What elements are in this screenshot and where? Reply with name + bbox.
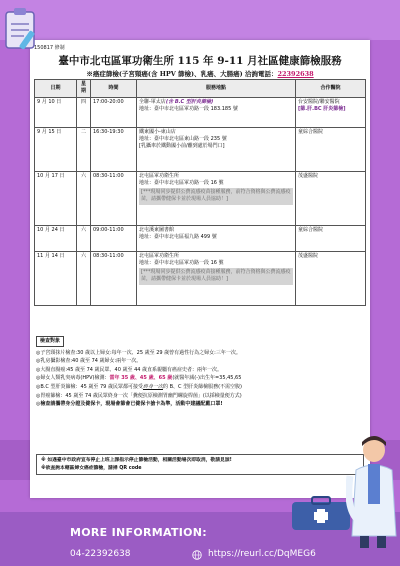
- bring-id-item: ◎檢查請攜帶身分證及健保卡，現場會篩會已健保卡搶卡為準，活動中建議配戴口罩!: [36, 401, 223, 408]
- row-time: 08:30-11:00: [91, 251, 137, 305]
- row-weekday: 六: [77, 171, 91, 225]
- hpv-ages: 當年 35 歲、45 歲、65 歲: [109, 375, 173, 382]
- hpv-label: ◎婦女人類乳突病毒(HPV)檢測：: [36, 375, 110, 382]
- row-time: 17:00-20:00: [91, 97, 137, 127]
- hpv-note: (就醫年減(-)出生年=35,45,65: [172, 375, 242, 382]
- clipboard-icon: [2, 6, 42, 54]
- header-weekday: 星期: [77, 80, 91, 98]
- row-weekday: 二: [77, 127, 91, 171]
- stomach-item: ◎胃癌篩檢：45 歲至 74 歲民眾終身一次「糞便抗原檢測胃幽門螺旋桿菌」(以採檢量便方式): [36, 392, 242, 399]
- eligibility-item: ◎子宮頸抹片檢查:30 歲以上婦女:每年一次、25 歲至 29 歲曾有過性行為之婦女:三年一次。: [36, 349, 241, 356]
- footer-url-link[interactable]: https://reurl.cc/DqMEG6: [208, 549, 316, 559]
- bc-note: 的 B、C 型肝炎篩檢服務(不需空腹): [162, 383, 242, 390]
- eligibility-item: ◎大腸直腸癌:45 歲至 74 歲民眾、40 歲至 44 歲直系親屬有癌症史者：兩年一次。: [36, 366, 223, 373]
- row-hospital: 童綜合醫院: [296, 225, 366, 251]
- table-row: [35, 171, 366, 225]
- row-date: 10 月 17 日: [35, 171, 77, 225]
- row-hospital: 茂盛醫院: [296, 251, 366, 305]
- venue-name: 北屯區軍功衛生所: [139, 252, 180, 259]
- subtitle: [30, 69, 370, 78]
- table-row: [35, 97, 366, 127]
- venue-name: 北屯區軍功衛生所: [139, 172, 180, 179]
- row-weekday: 六: [77, 225, 91, 251]
- row-venue: [137, 127, 296, 171]
- row-hospital: [296, 97, 366, 127]
- more-info-heading: MORE INFORMATION:: [70, 526, 208, 539]
- eligibility-item: ◎乳房攝影檢查:40 歲至 74 歲婦女:兩年一次。: [36, 358, 142, 365]
- row-hospital: 童綜合醫院: [296, 127, 366, 171]
- row-date: 9 月 15 日: [35, 127, 77, 171]
- globe-icon: [192, 550, 202, 560]
- eligibility-section: [36, 336, 364, 409]
- header-date: 日期: [35, 80, 77, 98]
- hpv-item: [36, 374, 364, 383]
- flu-vaccine-note: [***現場同步提供公費流感疫苗接種服務，前符合資格與公費流感疫苗，請攜帶健保卡並於現場人員協助！]: [139, 188, 293, 205]
- table-row: [35, 251, 366, 305]
- row-date: 9 月 10 日: [35, 97, 77, 127]
- table-row: [35, 225, 366, 251]
- venue-name: 北屯溪東圖書館: [139, 226, 175, 233]
- row-date: 11 月 14 日: [35, 251, 77, 305]
- notice-line: ※ 如遇臺中市政府宣布停止上班上課指示停止篩檢活動，相關活動場次即取消，敬請見諒!: [41, 458, 232, 463]
- header-hospital: 合作醫院: [296, 80, 366, 98]
- page-title: 臺中市北屯區軍功衛生所 115 年 9-11 月社區健康篩檢服務: [58, 55, 342, 67]
- venue-highlight: (含 B.C 型肝炎篩檢): [165, 98, 214, 105]
- venue-address: 地址：臺中市北屯區軍功路一段 16 號: [139, 259, 224, 266]
- document-number: 150817 修制: [34, 45, 65, 51]
- bc-lifetime: 終身一次: [142, 383, 163, 390]
- venue-address: 地址：臺中市北屯區軍功路一段 16 號: [139, 179, 224, 186]
- venue-line: [139, 99, 293, 106]
- table-header-row: [35, 80, 366, 98]
- row-time: 09:00-11:00: [91, 225, 137, 251]
- subtitle-phone: 22392638: [277, 70, 314, 78]
- notice-line: ※欲查詢本轄區婦女癌症篩檢，請掃 QR code: [41, 465, 142, 471]
- venue-note: [乳攝車於鐵動國小前/離到處於場門口]: [139, 143, 225, 149]
- nurse-illustration: [346, 436, 400, 548]
- table-row: [35, 127, 366, 171]
- flyer-sheet: [30, 40, 370, 498]
- bc-hepatitis-item: [36, 383, 364, 392]
- row-venue: [137, 225, 296, 251]
- row-venue: [137, 171, 296, 225]
- schedule-table: [34, 79, 366, 306]
- header-venue: 服務地點: [137, 80, 296, 98]
- flu-vaccine-note: [***現場同步提供公費流感疫苗接種服務，前符合資格與公費流感疫苗，請攜帶健保卡並於現場人員協助！]: [139, 268, 293, 285]
- row-time: 08:30-11:00: [91, 171, 137, 225]
- row-weekday: 六: [77, 251, 91, 305]
- eligibility-heading: 檢查對象: [36, 336, 64, 347]
- venue-name: 全聯-軍太店: [139, 98, 166, 105]
- row-venue: [137, 97, 296, 127]
- bc-label: ◎B.C 型肝炎篩檢：45 歲至 79 歲民眾都可接受: [36, 383, 143, 390]
- row-time: 16:30-19:30: [91, 127, 137, 171]
- medical-kit-icon: [290, 496, 352, 532]
- venue-address: 地址：臺中市北屯區福九路 499 號: [139, 233, 217, 240]
- venue-address: 地址：臺中市北屯區東山路一段 235 號: [139, 135, 227, 142]
- row-venue: [137, 251, 296, 305]
- hospital-name: 台安醫院/聯安醫院: [298, 98, 340, 105]
- row-weekday: 四: [77, 97, 91, 127]
- footer-phone: 04-22392638: [70, 549, 131, 559]
- notice-box: [36, 454, 364, 475]
- top-band: [0, 0, 400, 40]
- hospital-extra: [篩.肝.BC 肝炎篩檢]: [298, 105, 346, 112]
- subtitle-text: ※癌症篩檢(子宮頸癌(含 HPV 篩檢)、乳癌、大腸癌) 洽詢電話：: [86, 70, 278, 78]
- venue-address: 地址：臺中市北屯區軍功路一段 183.185 號: [139, 105, 238, 112]
- venue-name: 鐵東國小-東山店: [139, 128, 176, 135]
- row-hospital: 茂盛醫院: [296, 171, 366, 225]
- row-date: 10 月 24 日: [35, 225, 77, 251]
- header-time: 時間: [91, 80, 137, 98]
